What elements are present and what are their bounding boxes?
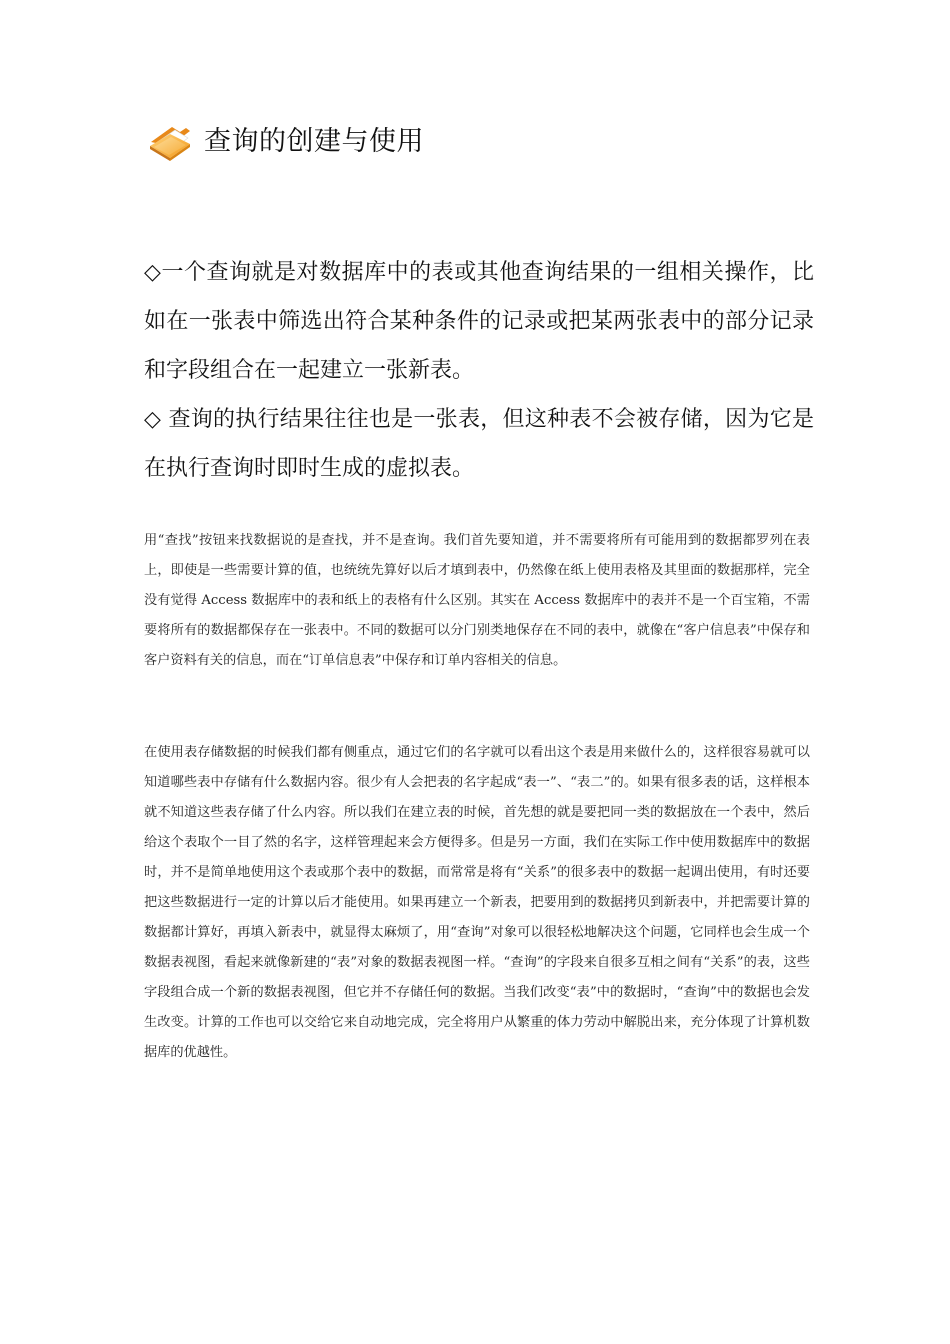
- bullet-item: ◇一个查询就是对数据库中的表或其他查询结果的一组相关操作，比如在一张表中筛选出符合某种条件的记录或把某两张表中的部分记录和字段组合在一起建立一张新表。: [144, 260, 814, 383]
- paragraph-text: 用“查找”按钮来找数据说的是查找，并不是查询。我们首先要知道，并不需要将所有可能用到的数据都罗列在表上，即使是一些需要计算的值，也统统先算好以后才填到表中，仍然像在纸上使用表格及其里面的数据那样，完全没有觉得 Access 数据库中的表和纸上的表格有什么区别。其实在 Access 数据库中的表并不是一个百宝箱，不需要将所有的数据都保存在一张表中。不同的数据可以分门别类地保存在不同的表中，就像在“客户信息表”中保存和客户资料有关的信息，而在“订单信息表”中保存和订单内容相关的信息。: [144, 533, 810, 668]
- bullet-item: ◇ 查询的执行结果往往也是一张表，但这种表不会被存储，因为它是在执行查询时即时生成的虚拟表。: [144, 407, 814, 481]
- body-paragraph: [144, 526, 810, 676]
- section-heading: [148, 122, 424, 162]
- body-paragraph: [144, 738, 810, 1068]
- paragraph-text: 在使用表存储数据的时候我们都有侧重点，通过它们的名字就可以看出这个表是用来做什么的，这样很容易就可以知道哪些表中存储有什么数据内容。很少有人会把表的名字起成“表一”、“表二”的。如果有很多表的话，这样根本就不知道这些表存储了什么内容。所以我们在建立表的时候，首先想的就是要把同一类的数据放在一个表中，然后给这个表取个一目了然的名字，这样管理起来会方便得多。但是另一方面，我们在实际工作中使用数据库中的数据时，并不是简单地使用这个表或那个表中的数据，而常常是将有“关系”的很多表中的数据一起调出使用，有时还要把这些数据进行一定的计算以后才能使用。如果再建立一个新表，把要用到的数据拷贝到新表中，并把需要计算的数据都计算好，再填入新表中，就显得太麻烦了，用“查询”对象可以很轻松地解决这个问题，它同样也会生成一个数据表视图，看起来就像新建的“表”对象的数据表视图一样。“查询”的字段来自很多互相之间有“关系”的表，这些字段组合成一个新的数据表视图，但它并不存储任何的数据。当我们改变“表”中的数据时，“查询”中的数据也会发生改变。计算的工作也可以交给它来自动地完成，完全将用户从繁重的体力劳动中解脱出来，充分体现了计算机数据库的优越性。: [144, 745, 810, 1060]
- bullet-list: [144, 248, 814, 493]
- page-title: 查询的创建与使用: [204, 126, 424, 157]
- open-folder-icon: [148, 122, 192, 162]
